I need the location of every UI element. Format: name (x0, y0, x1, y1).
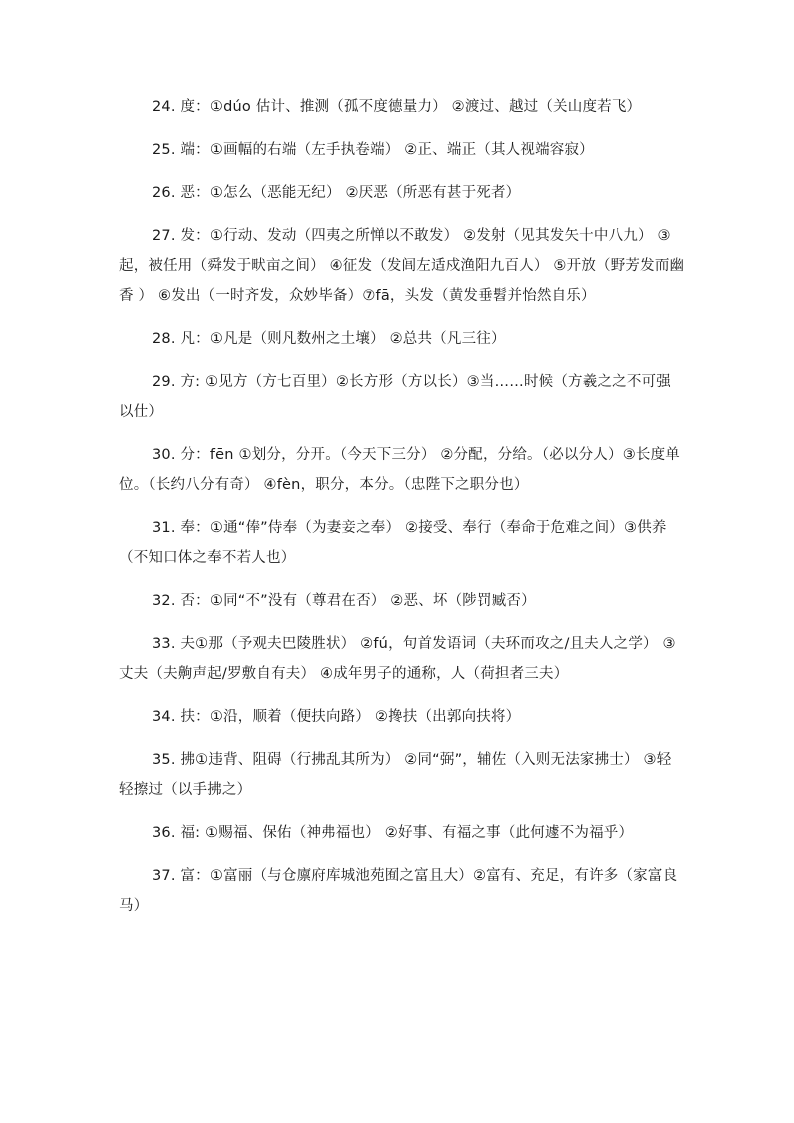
entry-35: 35. 拂①违背、阻碍（行拂乱其所为） ②同“弼”，辅佐（入则无法家拂士） ③轻轻擦过（以手拂之） (119, 752, 672, 798)
entry-25: 25. 端：①画幅的右端（左手执卷端） ②正、端正（其人视端容寂） (152, 142, 594, 158)
entry-36: 36. 福: ①赐福、保佑（神弗福也） ②好事、有福之事（此何遽不为福乎） (152, 825, 634, 841)
entry-37: 37. 富：①富丽（与仓廪府库城池苑囿之富且大）②富有、充足，有许多（家富良马） (119, 868, 678, 914)
entry-32: 32. 否：①同“不”没有（尊君在否） ②恶、坏（陟罚臧否） (152, 593, 536, 609)
entry-29: 29. 方: ①见方（方七百里）②长方形（方以长）③当……时候（方羲之之不可强以仕） (119, 374, 671, 420)
entry-31: 31. 奉：①通“俸”侍奉（为妻妾之奉） ②接受、奉行（奉命于危难之间）③供养（不知口体之奉不若人也） (119, 520, 667, 566)
vocabulary-list (119, 92, 685, 934)
entry-27: 27. 发：①行动、发动（四夷之所惮以不敢发） ②发射（见其发矢十中八九） ③起，被任用（舜发于畎亩之间） ④征发（发闾左适戍渔阳九百人） ⑤开放（野芳发而幽香 ） ⑥发出（一时齐发，众妙毕备）⑦fā，头发（黄发垂髫并怡然自乐） (119, 228, 685, 304)
entry-28: 28. 凡：①凡是（则凡数州之土壤） ②总共（凡三往） (152, 331, 506, 347)
entry-34: 34. 扶：①沿，顺着（便扶向路） ②搀扶（出郭向扶将） (152, 709, 521, 725)
entry-33: 33. 夫①那（予观夫巴陵胜状） ②fú，句首发语词（夫环而攻之/且夫人之学） ③丈夫（夫齁声起/罗敷自有夫） ④成年男子的通称，人（荷担者三夫） (119, 636, 676, 682)
entry-24: 24. 度：①dúo 估计、推测（孤不度德量力） ②渡过、越过（关山度若飞） (152, 99, 642, 115)
entry-30: 30. 分：fēn ①划分，分开。（今天下三分） ②分配，分给。（必以分人）③长度单位。（长约八分有奇） ④fèn，职分，本分。（忠陛下之职分也） (119, 447, 680, 493)
entry-26: 26. 恶：①怎么（恶能无纪） ②厌恶（所恶有甚于死者） (152, 185, 521, 201)
